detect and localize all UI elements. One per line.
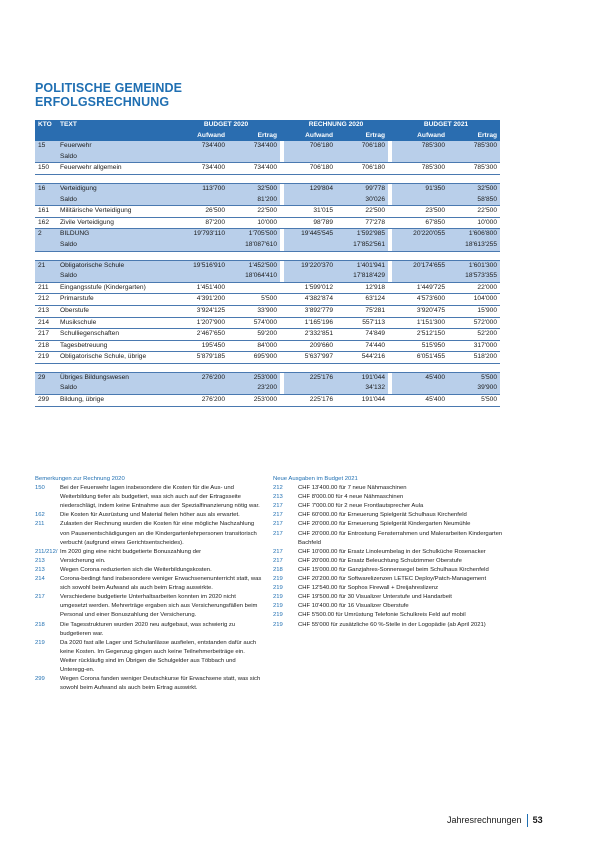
header-aufwand: Aufwand [172,131,228,142]
table-row [35,152,500,163]
cell-budget-2020-aufwand [172,383,228,394]
header-text: TEXT [57,120,172,131]
cell-text: Verteidigung [57,183,172,194]
cell-budget-2021-aufwand: 45'400 [392,395,448,407]
note-text: Versicherung ein. [60,557,106,564]
cell-kto [35,240,57,251]
note-text: Corona-bedingt fand insbesondere weniger Erwachsenenunterricht statt, was sich sowohl beim Aufwand als auch beim Ertrag auswirkte. [60,576,262,592]
cell-budget-2020-aufwand: 2'467'650 [172,329,228,341]
cell-budget-2020-ertrag: 5'500 [228,294,280,306]
table-spacer [35,363,500,372]
cell-budget-2021-aufwand [392,195,448,206]
cell-budget-2020-aufwand: 5'879'185 [172,352,228,364]
note-item [35,639,263,675]
cell-budget-2021-ertrag: 58'850 [448,195,500,206]
cell-text: BILDUNG [57,229,172,240]
cell-budget-2020-aufwand: 87'200 [172,217,228,229]
note-item [35,566,263,575]
table-row [35,294,500,306]
note-account: 219 [273,594,283,601]
table-spacer [35,174,500,183]
cell-rechnung-2020-aufwand: 4'382'874 [284,294,336,306]
cell-rechnung-2020-aufwand: 98'789 [284,217,336,229]
note-text: Wegen Corona fanden weniger Deutschkurse für Erwachsene statt, was sich sowohl beim Aufwand als auch beim Ertrag auswirkt. [60,676,261,692]
cell-budget-2021-aufwand: 91'350 [392,183,448,194]
header-ertrag: Ertrag [228,131,280,142]
cell-rechnung-2020-ertrag: 12'918 [336,282,388,294]
cell-budget-2020-aufwand [172,271,228,282]
cell-rechnung-2020-ertrag: 74'440 [336,340,388,352]
cell-budget-2020-aufwand: 1'207'900 [172,317,228,329]
cell-rechnung-2020-aufwand: 19'220'370 [284,260,336,271]
cell-budget-2020-ertrag: 10'000 [228,217,280,229]
notes-heading: Neue Ausgaben im Budget 2021 [273,476,358,482]
notes-rechnung-2020 [35,475,263,693]
table-row [35,352,500,364]
cell-rechnung-2020-ertrag: 557'113 [336,317,388,329]
footer-separator [527,814,528,827]
note-text: CHF 8'000.00 für 4 neue Nähmaschinen [298,494,404,501]
cell-rechnung-2020-ertrag: 63'124 [336,294,388,306]
note-text: CHF 10'400.00 für 16 Visualizer Oberstufe [298,603,409,610]
cell-text: Saldo [57,240,172,251]
cell-text: Feuerwehr allgemein [57,163,172,175]
cell-rechnung-2020-aufwand: 706'180 [284,141,336,152]
cell-rechnung-2020-ertrag: 99'778 [336,183,388,194]
cell-budget-2021-ertrag: 22'000 [448,282,500,294]
cell-budget-2021-ertrag: 52'200 [448,329,500,341]
cell-budget-2021-aufwand: 23'500 [392,206,448,218]
cell-budget-2020-aufwand [172,240,228,251]
notes-heading: Bemerkungen zur Rechnung 2020 [35,476,125,482]
note-item [273,493,503,502]
table-row [35,395,500,407]
cell-kto: 29 [35,372,57,383]
cell-budget-2021-ertrag: 18'573'355 [448,271,500,282]
note-text: CHF 20'000.00 für Ersatz Beleuchtung Schulzimmer Oberstufe [298,557,462,564]
note-text: CHF 5'500.00 für Umrüstung Telefonie Schulkreis Feld auf mobil [298,612,466,619]
cell-budget-2021-aufwand: 6'051'455 [392,352,448,364]
cell-budget-2021-ertrag: 5'500 [448,395,500,407]
cell-budget-2021-ertrag: 32'500 [448,183,500,194]
cell-kto [35,195,57,206]
note-text: CHF 13'400.00 für 7 neue Nähmaschinen [298,485,407,492]
cell-kto: 16 [35,183,57,194]
cell-budget-2020-aufwand: 276'200 [172,372,228,383]
cell-rechnung-2020-aufwand: 209'660 [284,340,336,352]
table-row [35,317,500,329]
page-title-line-1: POLITISCHE GEMEINDE [35,81,183,95]
note-text: Wegen Corona reduzierten sich die Weiterbildungskosten. [60,566,212,573]
note-account: 218 [273,566,283,573]
note-item [273,502,503,511]
note-item [35,484,263,511]
cell-kto: 219 [35,352,57,364]
cell-text: Tagesbetreuung [57,340,172,352]
cell-budget-2020-aufwand: 4'391'200 [172,294,228,306]
cell-kto [35,383,57,394]
page-title [35,81,182,109]
cell-budget-2020-ertrag: 18'064'410 [228,271,280,282]
cell-budget-2020-ertrag: 81'200 [228,195,280,206]
header-ertrag: Ertrag [448,131,500,142]
cell-budget-2021-ertrag: 785'300 [448,141,500,152]
cell-budget-2020-aufwand: 26'500 [172,206,228,218]
cell-rechnung-2020-ertrag: 191'044 [336,395,388,407]
cell-budget-2021-ertrag: 1'606'800 [448,229,500,240]
cell-budget-2020-ertrag: 253'000 [228,372,280,383]
note-item [35,621,263,639]
cell-rechnung-2020-aufwand: 3'892'779 [284,305,336,317]
note-text: CHF 12'540.00 für Sophos Firewall + Dreijahreslizenz [298,585,439,592]
header-rechnung-2020: RECHNUNG 2020 [284,120,388,131]
cell-rechnung-2020-ertrag [336,152,388,163]
note-item [35,520,263,547]
cell-budget-2021-ertrag: 572'000 [448,317,500,329]
note-account: 213 [35,566,45,573]
cell-budget-2021-aufwand: 45'400 [392,372,448,383]
note-text: Zulasten der Rechnung wurden die Kosten für eine mögliche Nachzahlung von Pausenentschädigungen an die Kindergartenlehrpersonen transitorisch verbucht (aufgrund eines Gerichtsentscheides). [60,521,257,546]
note-text: CHF 15'000.00 für Ganzjahres-Sonnensegel beim Schulhaus Kirchenfeld [298,566,489,573]
cell-text: Saldo [57,195,172,206]
cell-budget-2020-ertrag: 574'000 [228,317,280,329]
cell-kto: 217 [35,329,57,341]
note-account: 217 [273,548,283,555]
cell-rechnung-2020-ertrag: 34'132 [336,383,388,394]
cell-budget-2021-ertrag: 518'200 [448,352,500,364]
table-row [35,372,500,383]
note-item [273,584,503,593]
cell-budget-2021-aufwand: 1'151'300 [392,317,448,329]
cell-budget-2020-ertrag: 32'500 [228,183,280,194]
header-budget-2020: BUDGET 2020 [172,120,280,131]
page-footer [447,814,543,827]
cell-text: Bildung, übrige [57,395,172,407]
note-account: 219 [273,621,283,628]
note-item [273,484,503,493]
note-item [273,520,503,529]
note-account: 217 [273,521,283,528]
cell-rechnung-2020-aufwand: 19'445'545 [284,229,336,240]
cell-rechnung-2020-ertrag: 74'849 [336,329,388,341]
table-row [35,240,500,251]
cell-text: Oberstufe [57,305,172,317]
note-text: Die Kosten für Ausrüstung und Material fielen höher aus als erwartet. [60,512,240,519]
note-account: 299 [35,676,45,683]
cell-rechnung-2020-aufwand: 1'165'196 [284,317,336,329]
cell-budget-2021-aufwand: 20'220'055 [392,229,448,240]
cell-rechnung-2020-ertrag: 17'852'561 [336,240,388,251]
note-text: Da 2020 fast alle Lager und Schulanlässe ausfielen, entstanden dafür auch keine Kosten. Im Gegenzug gingen auch keine Teilnehmerbeiträge ein. Weiter rückläufig sind im Übrigen die Schulgelder aus Többach und Unteregg-en. [60,639,257,673]
cell-budget-2020-aufwand [172,195,228,206]
cell-budget-2021-ertrag: 18'613'255 [448,240,500,251]
note-text: CHF 20'000.00 für Erneuerung Spielgerät Kindergarten Neumühle [298,521,471,528]
cell-budget-2021-ertrag: 785'300 [448,163,500,175]
cell-budget-2020-aufwand: 195'450 [172,340,228,352]
cell-rechnung-2020-aufwand: 225'176 [284,395,336,407]
cell-rechnung-2020-ertrag: 706'180 [336,163,388,175]
cell-budget-2020-aufwand: 276'200 [172,395,228,407]
table-row [35,271,500,282]
table-row [35,340,500,352]
header-ertrag: Ertrag [336,131,388,142]
cell-budget-2020-aufwand: 19'793'110 [172,229,228,240]
cell-kto: 218 [35,340,57,352]
cell-text: Feuerwehr [57,141,172,152]
cell-text: Saldo [57,152,172,163]
cell-rechnung-2020-ertrag: 75'281 [336,305,388,317]
note-item [35,575,263,593]
note-text: CHF 55'000 für zusätzliche 60 %-Stelle in der Logopädie (ab April 2021) [298,621,486,628]
note-text: CHF 60'000.00 für Erneuerung Spielgerät Schulhaus Kirchenfeld [298,512,467,519]
cell-budget-2021-aufwand: 4'573'600 [392,294,448,306]
cell-rechnung-2020-aufwand: 5'637'997 [284,352,336,364]
table-row [35,305,500,317]
cell-budget-2021-aufwand [392,383,448,394]
cell-budget-2021-ertrag [448,152,500,163]
note-text: CHF 20'000.00 für Entrostung Fensterrahmen und Malerarbeiten Kindergarten Bachfeld [298,530,503,546]
cell-kto [35,271,57,282]
cell-budget-2020-ertrag: 1'452'500 [228,260,280,271]
cell-text: Saldo [57,383,172,394]
cell-budget-2020-ertrag [228,152,280,163]
cell-budget-2021-aufwand: 785'300 [392,163,448,175]
cell-kto: 2 [35,229,57,240]
note-account: 217 [273,557,283,564]
table-row [35,141,500,152]
cell-budget-2021-aufwand: 20'174'655 [392,260,448,271]
table-row [35,260,500,271]
cell-rechnung-2020-aufwand [284,240,336,251]
cell-budget-2020-aufwand: 113'700 [172,183,228,194]
cell-budget-2021-ertrag: 39'900 [448,383,500,394]
cell-budget-2021-aufwand: 785'300 [392,141,448,152]
table-row [35,217,500,229]
table-row [35,163,500,175]
cell-budget-2020-ertrag: 18'087'610 [228,240,280,251]
note-item [273,593,503,602]
header-budget-2021: BUDGET 2021 [392,120,500,131]
cell-kto: 161 [35,206,57,218]
cell-rechnung-2020-aufwand: 225'176 [284,372,336,383]
cell-kto: 211 [35,282,57,294]
cell-rechnung-2020-ertrag: 22'500 [336,206,388,218]
cell-budget-2020-aufwand: 734'400 [172,141,228,152]
cell-kto: 21 [35,260,57,271]
cell-text: Eingangsstufe (Kindergarten) [57,282,172,294]
note-account: 218 [35,621,45,628]
cell-rechnung-2020-aufwand: 706'180 [284,163,336,175]
cell-rechnung-2020-aufwand: 1'599'012 [284,282,336,294]
note-account: 217 [273,512,283,519]
note-account: 219 [35,639,45,646]
cell-kto: 15 [35,141,57,152]
cell-rechnung-2020-ertrag: 30'026 [336,195,388,206]
cell-budget-2021-aufwand [392,271,448,282]
header-kto: KTO [35,120,57,131]
table-row [35,206,500,218]
note-account: 213 [35,557,45,564]
cell-budget-2021-aufwand: 3'920'475 [392,305,448,317]
cell-budget-2021-aufwand: 2'512'150 [392,329,448,341]
note-text: CHF 19'500.00 für 30 Visualizer Unterstufe und Handarbeit [298,594,452,601]
header-aufwand: Aufwand [392,131,448,142]
cell-budget-2020-ertrag: 734'400 [228,163,280,175]
note-account: 211/212/ [35,548,58,555]
cell-budget-2021-aufwand: 515'950 [392,340,448,352]
note-text: CHF 10'000.00 für Ersatz Linoleumbelag in der Schulküche Rosenacker [298,548,486,555]
cell-rechnung-2020-aufwand: 2'332'851 [284,329,336,341]
cell-budget-2020-ertrag [228,282,280,294]
note-account: 217 [35,594,45,601]
footer-label: Jahresrechnungen [447,815,522,825]
cell-rechnung-2020-aufwand [284,152,336,163]
cell-budget-2021-ertrag: 22'500 [448,206,500,218]
cell-kto: 214 [35,317,57,329]
note-item [35,548,263,557]
notes-budget-2021 [273,475,503,630]
cell-budget-2020-ertrag: 22'500 [228,206,280,218]
cell-rechnung-2020-ertrag: 1'592'985 [336,229,388,240]
note-account: 219 [273,612,283,619]
note-item [273,511,503,520]
cell-budget-2020-ertrag: 59'200 [228,329,280,341]
cell-budget-2021-ertrag: 15'900 [448,305,500,317]
cell-kto [35,152,57,163]
note-text: CHF 7'000.00 für 2 neue Frontlautsprecher Aula [298,503,424,510]
table-row [35,383,500,394]
note-item [273,602,503,611]
note-account: 219 [273,576,283,583]
cell-rechnung-2020-ertrag: 191'044 [336,372,388,383]
cell-text: Obligatorische Schule, übrige [57,352,172,364]
cell-rechnung-2020-aufwand: 129'804 [284,183,336,194]
cell-budget-2020-ertrag: 734'400 [228,141,280,152]
note-item [35,511,263,520]
note-item [273,611,503,620]
note-text: Die Tagesstrukturen wurden 2020 neu aufgebaut, was schwierig zu budgetieren war. [60,621,236,637]
cell-text: Musikschule [57,317,172,329]
table-row [35,282,500,294]
cell-rechnung-2020-aufwand [284,383,336,394]
cell-budget-2021-ertrag: 317'000 [448,340,500,352]
note-account: 217 [273,503,283,510]
cell-budget-2020-aufwand: 1'451'400 [172,282,228,294]
financial-table [35,120,500,407]
note-item [273,530,503,548]
cell-budget-2021-ertrag: 5'500 [448,372,500,383]
cell-budget-2020-ertrag: 33'900 [228,305,280,317]
cell-budget-2020-aufwand: 734'400 [172,163,228,175]
cell-text: Saldo [57,271,172,282]
cell-budget-2021-aufwand [392,152,448,163]
table-row [35,329,500,341]
note-account: 212 [273,485,283,492]
cell-kto: 213 [35,305,57,317]
note-account: 219 [273,603,283,610]
cell-rechnung-2020-ertrag: 77'278 [336,217,388,229]
cell-budget-2021-aufwand: 1'449'725 [392,282,448,294]
table-row [35,229,500,240]
cell-budget-2021-ertrag: 104'000 [448,294,500,306]
note-account: 162 [35,512,45,519]
table-spacer [35,251,500,260]
cell-rechnung-2020-ertrag: 17'818'429 [336,271,388,282]
page-number: 53 [532,815,543,825]
cell-budget-2020-aufwand: 19'516'910 [172,260,228,271]
cell-rechnung-2020-aufwand: 31'015 [284,206,336,218]
table-row [35,183,500,194]
note-account: 217 [273,530,283,537]
cell-rechnung-2020-ertrag: 1'401'941 [336,260,388,271]
cell-budget-2020-ertrag: 84'000 [228,340,280,352]
note-item [273,557,503,566]
cell-budget-2020-aufwand: 3'924'125 [172,305,228,317]
cell-budget-2020-ertrag: 695'900 [228,352,280,364]
note-account: 219 [273,585,283,592]
cell-kto: 299 [35,395,57,407]
cell-text: Schulliegenschaften [57,329,172,341]
cell-rechnung-2020-aufwand [284,271,336,282]
cell-text: Übriges Bildungswesen [57,372,172,383]
note-account: 150 [35,485,45,492]
cell-text: Obligatorische Schule [57,260,172,271]
table-row [35,195,500,206]
cell-kto: 212 [35,294,57,306]
note-item [35,557,263,566]
note-item [273,566,503,575]
note-account: 211 [35,521,45,528]
page-title-line-2: ERFOLGSRECHNUNG [35,95,170,109]
cell-budget-2020-ertrag: 253'000 [228,395,280,407]
note-item [273,621,503,630]
cell-kto: 150 [35,163,57,175]
cell-rechnung-2020-aufwand [284,195,336,206]
cell-budget-2021-aufwand: 67'850 [392,217,448,229]
note-text: Verschiedene budgetierte Unterhaltsarbeiten konnten im 2020 nicht umgesetzt werden. Mehrerträge ergaben sich aus Versicherungsfällen beim Personal und einer Bonuszahlung der Versicherung. [60,594,258,619]
cell-budget-2020-ertrag: 1'705'500 [228,229,280,240]
note-item [273,575,503,584]
note-account: 214 [35,576,45,583]
financial-table-body [35,141,500,406]
cell-text: Zivile Verteidigung [57,217,172,229]
note-item [35,675,263,693]
note-account: 213 [273,494,283,501]
note-text: Bei der Feuerwehr lagen insbesondere die Kosten für die Aus- und Weiterbildung tiefer als budgetiert, was sich auch auf der Ertragsseite niederschlägt, indem keine Entnahme aus der Spezialfinanzierung nötig war. [60,485,260,510]
cell-budget-2021-ertrag: 10'000 [448,217,500,229]
cell-rechnung-2020-ertrag: 706'180 [336,141,388,152]
cell-budget-2020-ertrag: 23'200 [228,383,280,394]
cell-text: Militärische Verteidigung [57,206,172,218]
cell-kto: 162 [35,217,57,229]
cell-budget-2021-ertrag: 1'601'300 [448,260,500,271]
cell-budget-2021-aufwand [392,240,448,251]
header-aufwand: Aufwand [284,131,336,142]
note-text: CHF 20'200.00 für Softwarelizenzen LETEC Deploy/Patch-Management [298,576,487,583]
note-text: Im 2020 ging eine nicht budgetierte Bonuszahlung der [60,548,202,555]
note-item [273,548,503,557]
cell-text: Primarstufe [57,294,172,306]
cell-rechnung-2020-ertrag: 544'216 [336,352,388,364]
note-item [35,593,263,620]
cell-budget-2020-aufwand [172,152,228,163]
